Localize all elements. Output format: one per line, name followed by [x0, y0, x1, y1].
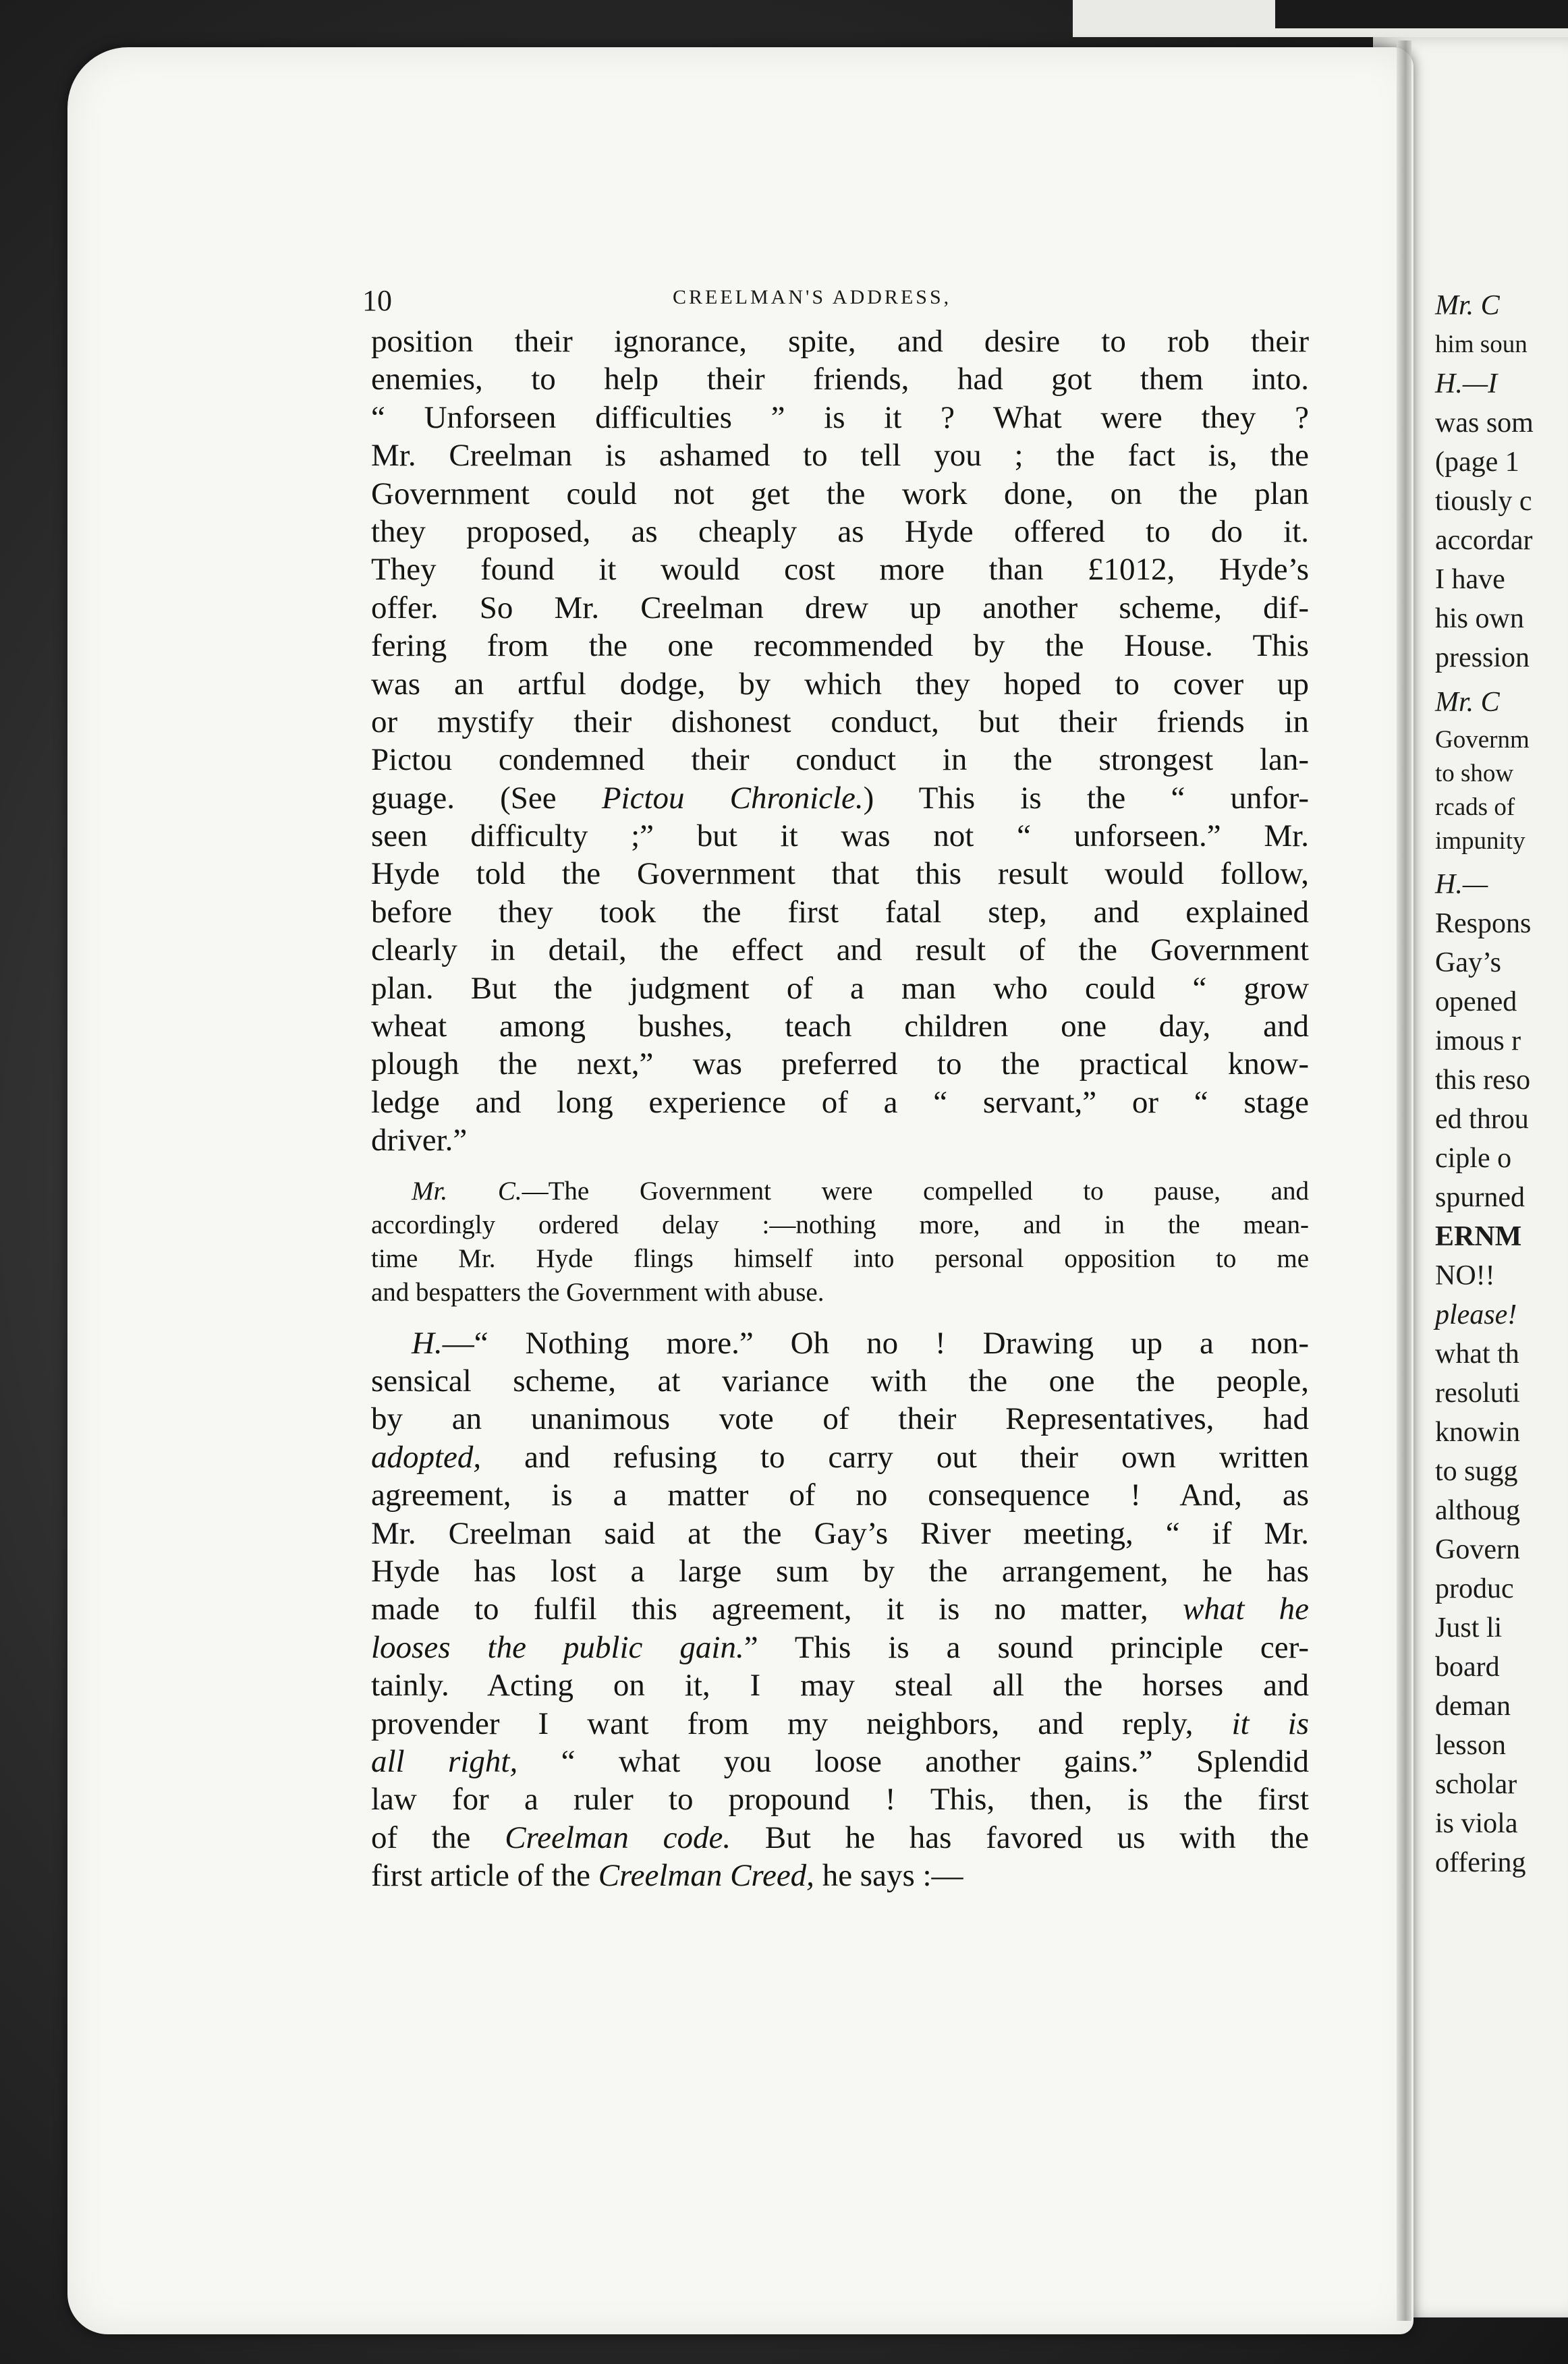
paragraph-h — [371, 1324, 1309, 1895]
text-line — [371, 1476, 1309, 1514]
text-line — [371, 627, 1309, 665]
text-line — [371, 322, 1309, 360]
line-text: before they took the first fatal step, and explained — [371, 894, 1309, 930]
adjacent-page-line: Mr. C — [1435, 687, 1500, 718]
adjacent-page-line: lesson — [1435, 1730, 1506, 1761]
text-line — [371, 1208, 1309, 1242]
line-text: offer. So Mr. Creelman drew up another scheme, dif- — [371, 590, 1309, 625]
text-line — [371, 1666, 1309, 1704]
text-line — [371, 1743, 1309, 1780]
adjacent-page-line: accordar — [1435, 525, 1533, 556]
text-line — [371, 475, 1309, 513]
text-line — [371, 893, 1309, 931]
adjacent-page-line: to show — [1435, 760, 1514, 787]
italic-text: Creelman Creed, — [598, 1858, 814, 1894]
adjacent-page-line: to sugg — [1435, 1456, 1518, 1487]
line-text: ) This is the “ unfor- — [863, 780, 1310, 816]
paragraph-body — [371, 322, 1309, 1160]
adjacent-page-line: ERNM — [1435, 1221, 1522, 1252]
line-text: law for a ruler to propound ! This, then, is the first — [371, 1782, 1309, 1818]
italic-text: Creelman code. — [505, 1820, 731, 1855]
italic-text: Pictou Chronicle. — [601, 780, 864, 816]
adjacent-page-line: his own — [1435, 603, 1524, 634]
text-line — [371, 1324, 1309, 1362]
line-text: wheat among bushes, teach children one day, and — [371, 1009, 1309, 1044]
adjacent-page-line: H.—I — [1435, 368, 1498, 399]
line-text: position their ignorance, spite, and desire to rob their — [371, 324, 1309, 359]
adjacent-page-line: was som — [1435, 407, 1534, 439]
text-line — [371, 817, 1309, 855]
line-text: Hyde told the Government that this result would follow, — [371, 856, 1309, 892]
adjacent-page-line: please! — [1435, 1299, 1517, 1330]
line-text: provender I want from my neighbors, and reply, — [371, 1706, 1232, 1741]
adjacent-page-line: offering — [1435, 1847, 1526, 1878]
text-line — [371, 855, 1309, 893]
adjacent-page-line: opened — [1435, 986, 1517, 1017]
italic-text: adopted, — [371, 1439, 482, 1475]
line-text: he says :— — [814, 1858, 963, 1894]
line-text: clearly in detail, the effect and result of the Government — [371, 932, 1309, 968]
text-line — [371, 513, 1309, 551]
line-text: and bespatters the Government with abuse. — [371, 1277, 824, 1307]
italic-text: H. — [412, 1325, 443, 1361]
text-line — [371, 1084, 1309, 1121]
adjacent-page-line: is viola — [1435, 1808, 1518, 1839]
line-text: guage. (See — [371, 780, 602, 816]
text-line — [371, 1121, 1309, 1159]
line-text: they proposed, as cheaply as Hyde offered to do it. — [371, 513, 1309, 549]
text-line — [371, 1515, 1309, 1552]
italic-text: looses the public gain. — [371, 1629, 744, 1665]
adjacent-page-line: tiously c — [1435, 486, 1532, 517]
adjacent-page-line: NO!! — [1435, 1260, 1495, 1291]
line-text: Pictou condemned their conduct in the strongest lan- — [371, 742, 1309, 778]
line-text: first article of the — [371, 1858, 598, 1894]
italic-text: it is — [1231, 1706, 1310, 1741]
adjacent-page-line: what th — [1435, 1339, 1519, 1370]
text-line — [371, 931, 1309, 969]
adjacent-page-line: spurned — [1435, 1182, 1525, 1213]
adjacent-page-line: althoug — [1435, 1495, 1520, 1526]
text-line — [371, 1780, 1309, 1818]
text-line — [371, 589, 1309, 627]
text-line — [371, 1819, 1309, 1857]
line-text: Hyde has lost a large sum by the arrangement, he has — [371, 1553, 1309, 1589]
text-line — [371, 1857, 1309, 1894]
adjacent-page-line: scholar — [1435, 1769, 1517, 1800]
adjacent-page-line: board — [1435, 1652, 1500, 1683]
line-text: —“ Nothing more.” Oh no ! Drawing up a non- — [442, 1325, 1309, 1361]
line-text: Mr. Creelman said at the Gay’s River meeting, “ if Mr. — [371, 1515, 1309, 1551]
line-text: driver.” — [371, 1123, 468, 1158]
adjacent-page-line: produc — [1435, 1573, 1514, 1604]
text-line — [371, 1362, 1309, 1400]
text-line — [371, 1705, 1309, 1743]
text-line — [371, 437, 1309, 474]
paragraph-mr-c — [371, 1175, 1309, 1310]
line-text: time Mr. Hyde flings himself into personal opposition to me — [371, 1243, 1309, 1273]
adjacent-page-line: ed throu — [1435, 1104, 1529, 1135]
text-line — [371, 969, 1309, 1007]
text-line — [371, 1276, 1309, 1310]
adjacent-page-line: resoluti — [1435, 1378, 1520, 1409]
adjacent-page-line: Just li — [1435, 1612, 1503, 1643]
text-line — [371, 399, 1309, 437]
line-text: ledge and long experience of a “ servant,” or “ stage — [371, 1084, 1309, 1120]
line-text: They found it would cost more than £1012, Hyde’s — [371, 552, 1309, 588]
line-text: tainly. Acting on it, I may steal all the horses and — [371, 1668, 1309, 1704]
line-text: Government could not get the work done, on the plan — [371, 476, 1309, 511]
line-text: But he has favored us with the — [731, 1820, 1309, 1855]
adjacent-page-line: (page 1 — [1435, 447, 1519, 478]
adjacent-page-line: H.— — [1435, 869, 1488, 900]
text-line — [371, 1175, 1309, 1208]
adjacent-page-line: imous r — [1435, 1025, 1521, 1057]
text-line — [371, 1242, 1309, 1276]
text-line — [371, 1045, 1309, 1083]
text-line — [371, 1007, 1309, 1045]
page-text — [371, 322, 1309, 1894]
line-text: and refusing to carry out their own written — [481, 1439, 1309, 1475]
adjacent-page-line: pression — [1435, 642, 1530, 673]
line-text: Mr. Creelman is ashamed to tell you ; the fact is, the — [371, 438, 1309, 474]
adjacent-page-line: Govern — [1435, 1534, 1520, 1565]
text-line — [371, 741, 1309, 779]
adjacent-page-line: impunity — [1435, 827, 1525, 855]
running-head: CREELMAN'S ADDRESS, — [673, 286, 952, 308]
adjacent-page-line: rcads of — [1435, 793, 1515, 821]
line-text: made to fulfil this agreement, it is no matter, — [371, 1592, 1183, 1627]
line-text: plough the next,” was preferred to the practical know- — [371, 1046, 1309, 1082]
adjacent-page-line: him soun — [1435, 331, 1528, 358]
top-shadow — [1275, 0, 1568, 28]
adjacent-page-line: I have — [1435, 564, 1505, 595]
text-line — [371, 1590, 1309, 1628]
adjacent-page-line: this reso — [1435, 1065, 1531, 1096]
italic-text: all right, — [371, 1743, 518, 1779]
text-line — [371, 1629, 1309, 1666]
text-line — [371, 551, 1309, 588]
text-line — [371, 779, 1309, 817]
adjacent-page-line: Governm — [1435, 726, 1530, 754]
page-gutter — [1397, 40, 1411, 2321]
line-text: accordingly ordered delay :—nothing more, and in the mean- — [371, 1210, 1309, 1239]
line-text: or mystify their dishonest conduct, but their friends in — [371, 704, 1309, 739]
line-text: sensical scheme, at variance with the one the people, — [371, 1363, 1309, 1399]
line-text: of the — [371, 1820, 505, 1855]
adjacent-page-line: Respons — [1435, 908, 1532, 939]
line-text: by an unanimous vote of their Representatives, had — [371, 1401, 1309, 1437]
line-text: enemies, to help their friends, had got them into. — [371, 362, 1309, 397]
line-text: seen difficulty ;” but it was not “ unforseen.” Mr. — [371, 818, 1309, 854]
adjacent-page-line: deman — [1435, 1691, 1511, 1722]
text-line — [371, 360, 1309, 398]
adjacent-page-line: Gay’s — [1435, 947, 1501, 978]
text-line — [371, 1438, 1309, 1476]
line-text: —The Government were compelled to pause, and — [522, 1176, 1309, 1206]
adjacent-page-line: knowin — [1435, 1417, 1520, 1448]
italic-text: what he — [1183, 1592, 1309, 1627]
adjacent-page-line: Mr. C — [1435, 290, 1500, 321]
text-line — [371, 665, 1309, 703]
line-text: plan. But the judgment of a man who could “ grow — [371, 970, 1309, 1006]
line-text: ” This is a sound principle cer- — [744, 1629, 1309, 1665]
line-text: “ Unforseen difficulties ” is it ? What were they ? — [371, 399, 1309, 435]
text-line — [371, 1400, 1309, 1438]
line-text: was an artful dodge, by which they hoped to cover up — [371, 666, 1309, 702]
page-number: 10 — [362, 284, 392, 317]
line-text: agreement, is a matter of no consequence ! And, as — [371, 1478, 1309, 1513]
italic-text: Mr. C. — [412, 1176, 522, 1206]
line-text: fering from the one recommended by the House. This — [371, 628, 1309, 664]
adjacent-page-line: ciple o — [1435, 1143, 1512, 1174]
text-line — [371, 703, 1309, 741]
line-text: “ what you loose another gains.” Splendid — [517, 1743, 1309, 1779]
text-line — [371, 1552, 1309, 1590]
